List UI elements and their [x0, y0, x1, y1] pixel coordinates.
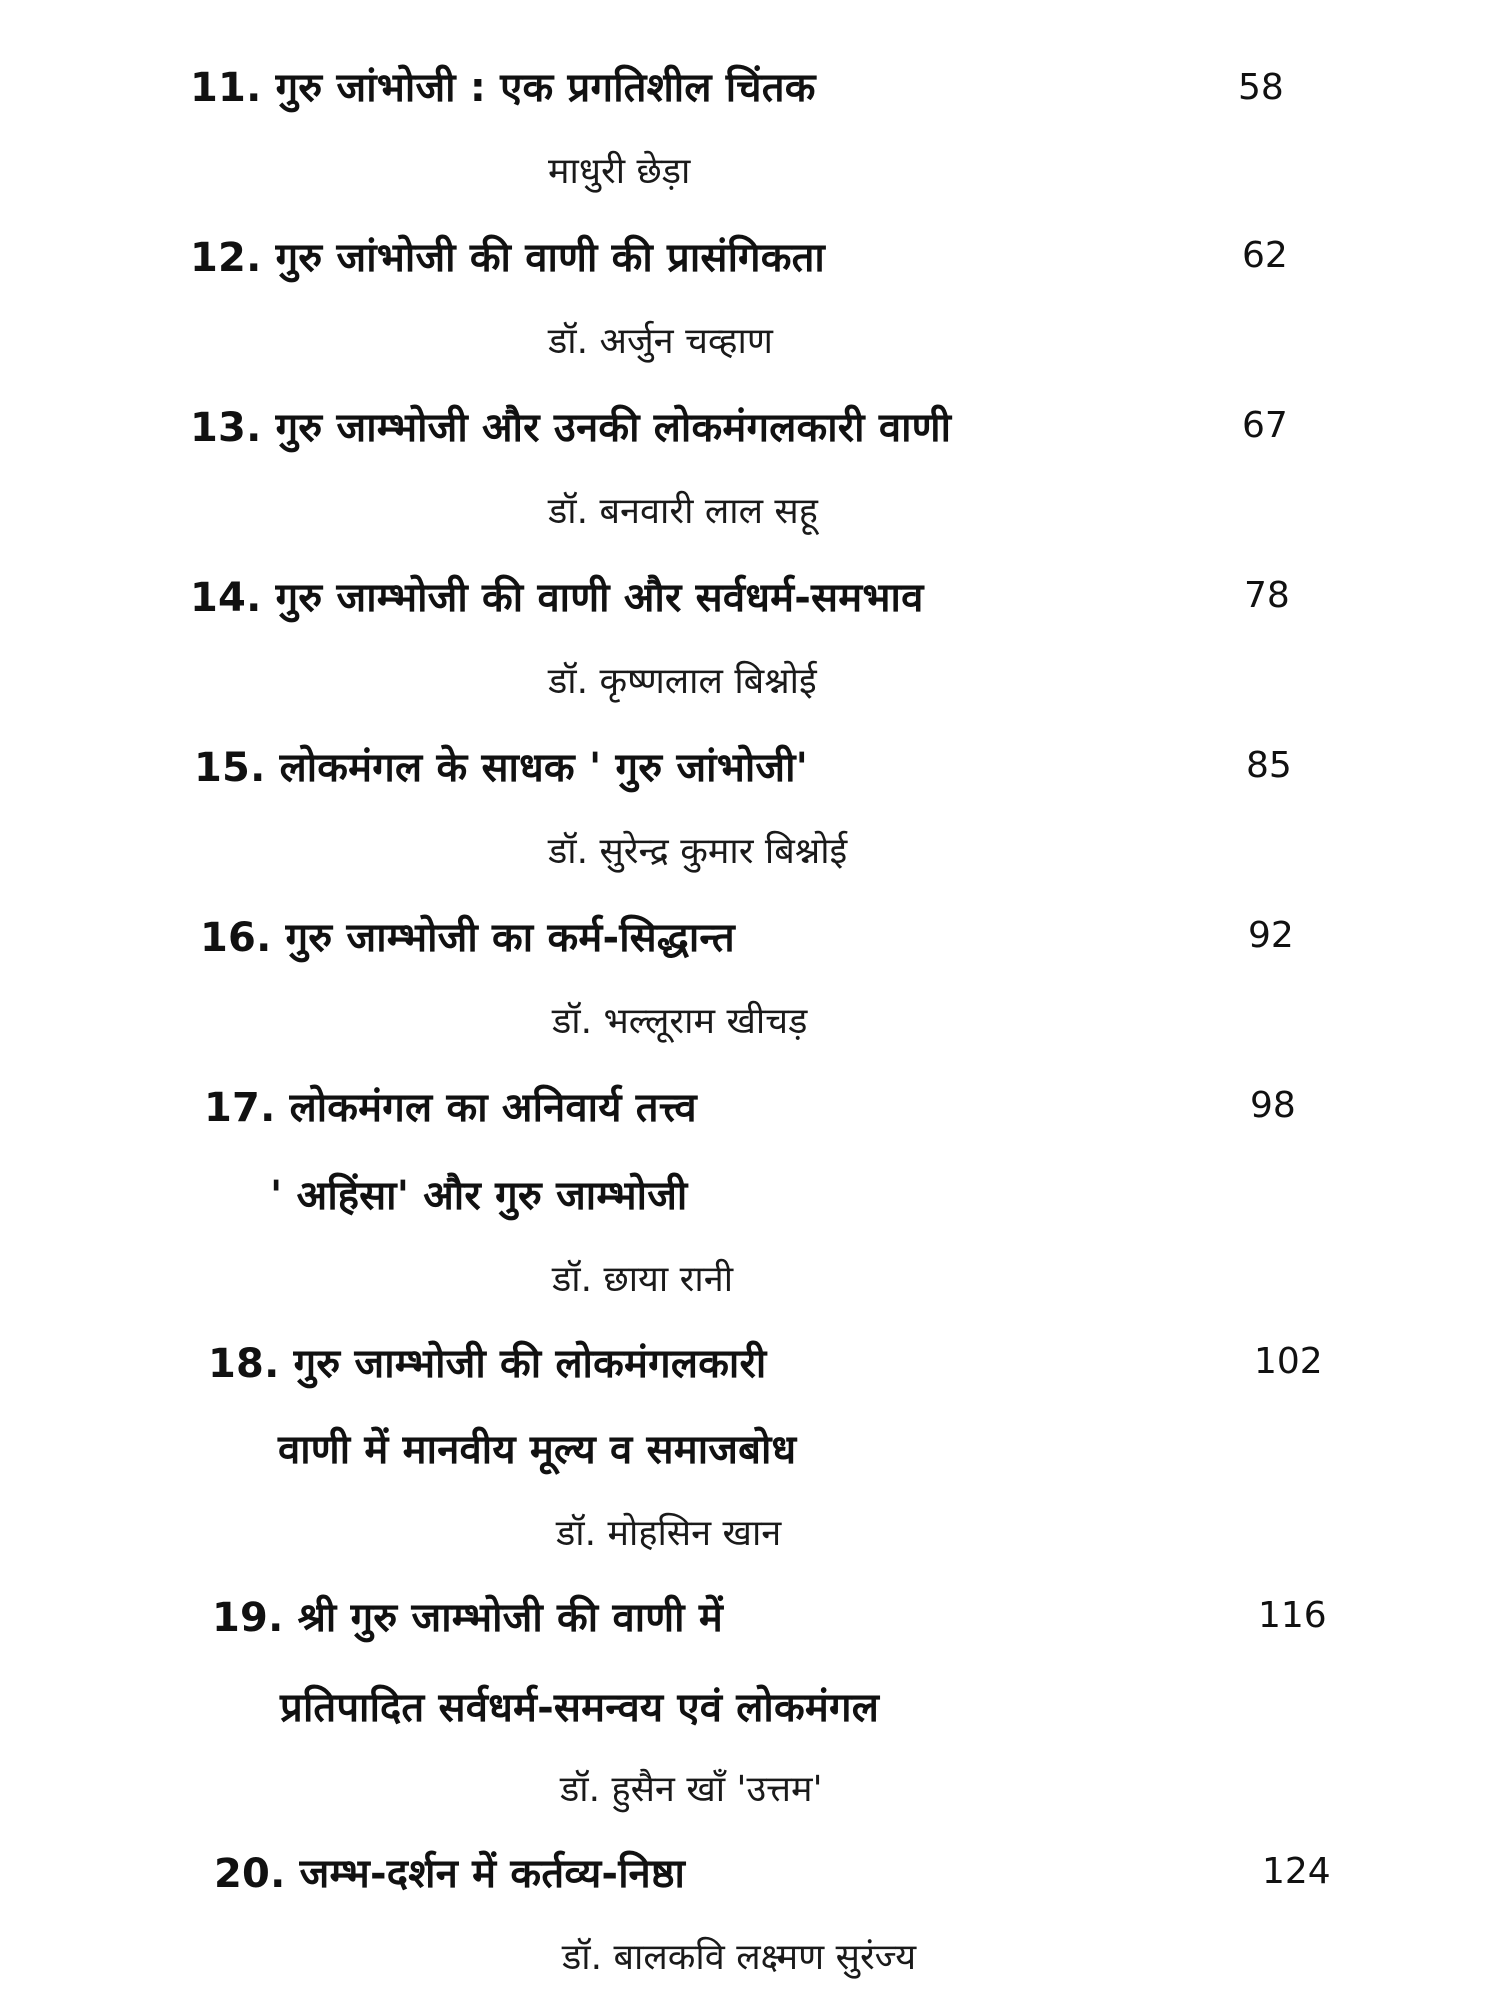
entry-14-author: डॉ. कृष्णलाल बिश्नोई: [548, 661, 817, 702]
entry-16-title: 16. गुरु जाम्भोजी का कर्म-सिद्धान्त: [200, 915, 735, 961]
entry-19-page: 116: [1258, 1595, 1327, 1636]
entry-11-page: 58: [1238, 67, 1284, 108]
entry-11-author: माधुरी छेड़ा: [548, 151, 691, 192]
entry-14-title: 14. गुरु जाम्भोजी की वाणी और सर्वधर्म-समभाव: [190, 575, 924, 621]
entry-19-author: डॉ. हुसैन खाँ 'उत्तम': [560, 1769, 823, 1810]
entry-13-page: 67: [1242, 405, 1288, 446]
entry-17-title: 17. लोकमंगल का अनिवार्य तत्त्व: [204, 1085, 697, 1131]
entry-16-page: 92: [1248, 915, 1294, 956]
entry-20-title: 20. जम्भ-दर्शन में कर्तव्य-निष्ठा: [214, 1851, 686, 1897]
entry-17-page: 98: [1250, 1085, 1296, 1126]
entry-14-page: 78: [1244, 575, 1290, 616]
entry-12-author: डॉ. अर्जुन चव्हाण: [548, 321, 773, 362]
entry-15-page: 85: [1246, 745, 1292, 786]
entry-16-author: डॉ. भल्लूराम खीचड़: [552, 1001, 808, 1042]
entry-13-author: डॉ. बनवारी लाल सहू: [548, 491, 818, 532]
entry-12-title: 12. गुरु जांभोजी की वाणी की प्रासंगिकता: [190, 235, 825, 281]
entry-17-title-line2: ' अहिंसा' और गुरु जाम्भोजी: [270, 1173, 688, 1219]
entry-12-page: 62: [1242, 235, 1288, 276]
entry-18-title: 18. गुरु जाम्भोजी की लोकमंगलकारी: [208, 1341, 767, 1387]
entry-19-title-line2: प्रतिपादित सर्वधर्म-समन्वय एवं लोकमंगल: [280, 1685, 880, 1731]
entry-18-page: 102: [1254, 1341, 1323, 1382]
entry-13-title: 13. गुरु जाम्भोजी और उनकी लोकमंगलकारी वाणी: [190, 405, 952, 451]
entry-19-title: 19. श्री गुरु जाम्भोजी की वाणी में: [212, 1595, 723, 1641]
entry-20-page: 124: [1262, 1851, 1331, 1892]
entry-15-title: 15. लोकमंगल के साधक ' गुरु जांभोजी': [194, 745, 809, 791]
entry-18-author: डॉ. मोहसिन खान: [556, 1513, 782, 1554]
entry-17-author: डॉ. छाया रानी: [552, 1259, 734, 1300]
entry-11-title: 11. गुरु जांभोजी : एक प्रगतिशील चिंतक: [190, 65, 816, 111]
entry-18-title-line2: वाणी में मानवीय मूल्य व समाजबोध: [278, 1427, 797, 1473]
entry-20-author: डॉ. बालकवि लक्ष्मण सुरंज्य: [562, 1937, 917, 1978]
entry-15-author: डॉ. सुरेन्द्र कुमार बिश्नोई: [548, 831, 848, 872]
